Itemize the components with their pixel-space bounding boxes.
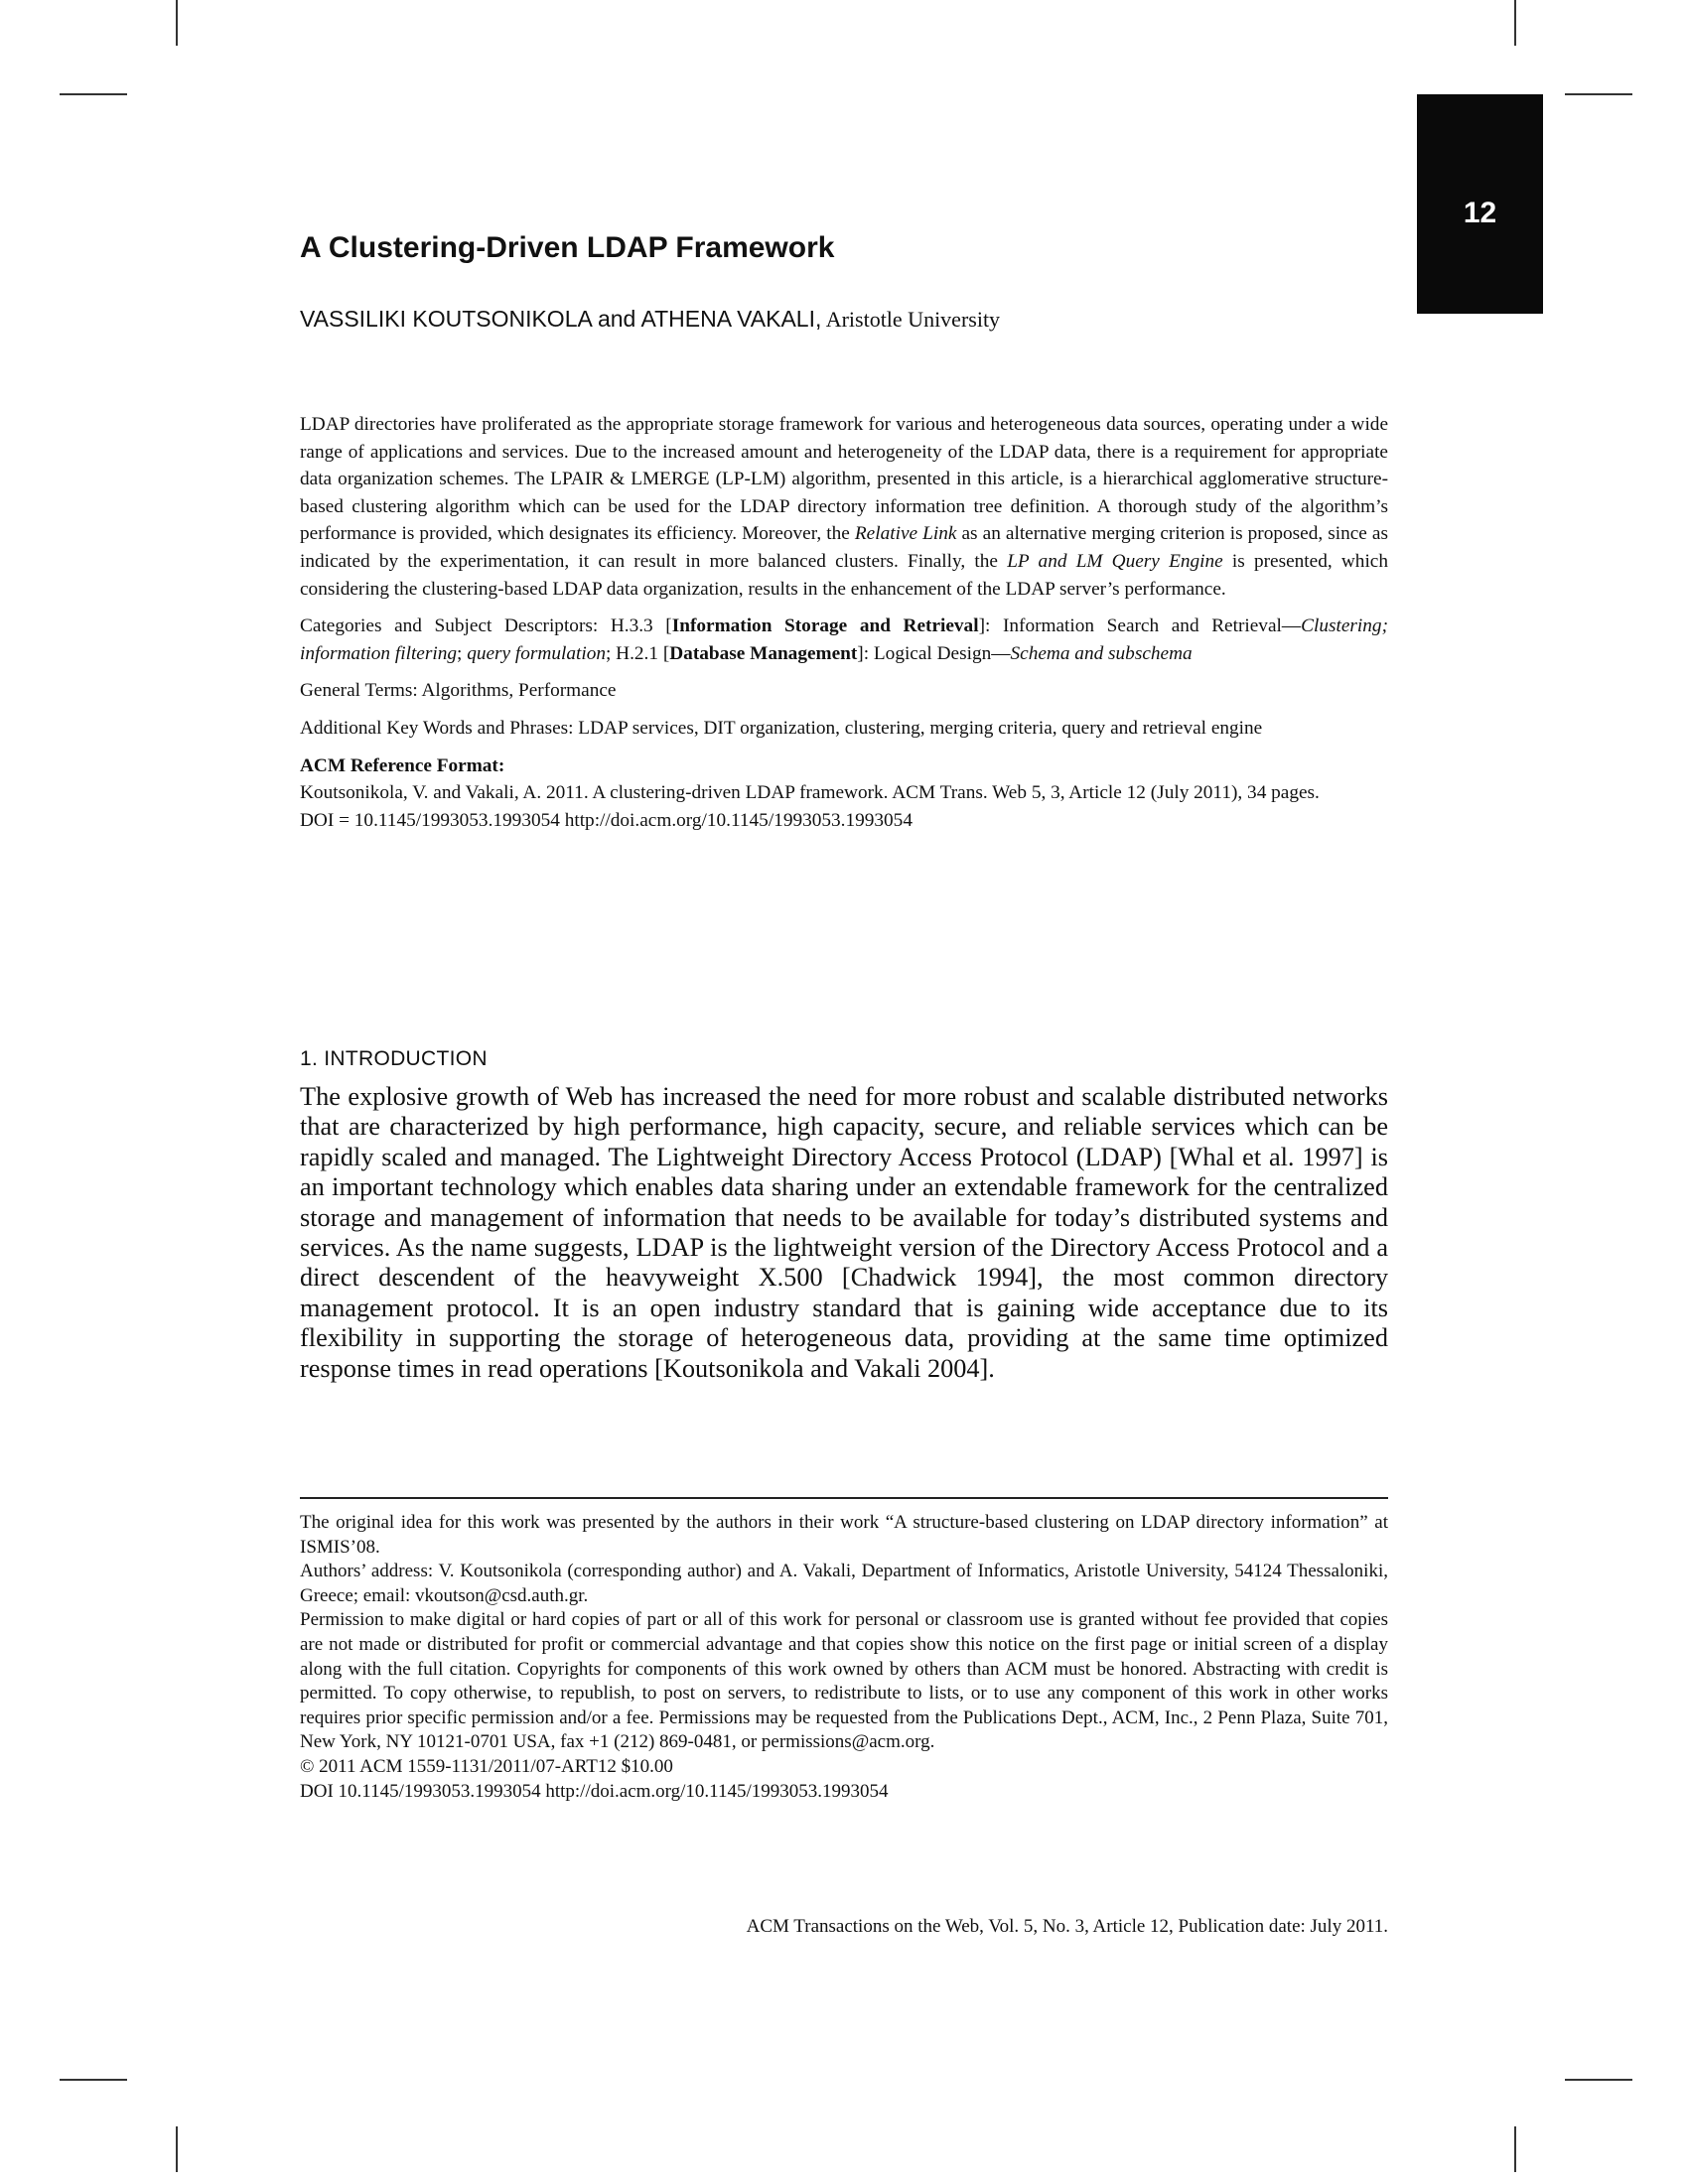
crop-mark [60, 2079, 127, 2081]
acm-reference-citation: Koutsonikola, V. and Vakali, A. 2011. A clustering-driven LDAP framework. ACM Trans. Web 5, 3, Article 12 (July 2011), 34 pages. [300, 782, 1320, 804]
section-heading-introduction: 1. INTRODUCTION [300, 1047, 488, 1070]
introduction-paragraph: The explosive growth of Web has increased the need for more robust and scalable distributed networks that are characterized by high performance, high capacity, secure, and reliable services which can be rapidly scaled and managed. The Lightweight Directory Access Protocol (LDAP) [Whal et al. 1997] is an important technology which enables data sharing under an extendable framework for the centralized storage and management of information that needs to be available for today’s distributed systems and services. As the name suggests, LDAP is the lightweight version of the Directory Access Protocol and a direct descendent of the heavyweight X.500 [Chadwick 1994], the most common directory management protocol. It is an open industry standard that is gaining wide acceptance due to its flexibility in supporting the storage of heterogeneous data, providing at the same time optimized response times in read operations [Koutsonikola and Vakali 2004]. [300, 1082, 1388, 1383]
abstract-block [300, 411, 1388, 834]
crop-mark [1514, 2126, 1516, 2172]
abstract-italic-term: Relative Link [854, 523, 957, 545]
abstract-italic-term: LP and LM Query Engine [1007, 550, 1223, 572]
keywords: Additional Key Words and Phrases: LDAP services, DIT organization, clustering, merging criteria, query and retrieval engine [300, 717, 1263, 739]
categories-text: ]: Information Search and Retrieval— [978, 615, 1302, 637]
footnotes [300, 1511, 1388, 1804]
categories-bold: Database Management [669, 642, 858, 664]
crop-mark [1565, 2079, 1632, 2081]
crop-mark [1514, 0, 1516, 46]
crop-mark [60, 93, 127, 95]
categories-text: Categories and Subject Descriptors: H.3.3 [ [300, 615, 672, 637]
footnote-copyright: © 2011 ACM 1559-1131/2011/07-ART12 $10.00 [300, 1755, 673, 1777]
article-number: 12 [1463, 197, 1497, 229]
acm-reference-doi: DOI = 10.1145/1993053.1993054 http://doi.acm.org/10.1145/1993053.1993054 [300, 809, 913, 831]
abstract-text: as an alternative merging criterion is proposed, since as indicated by the experimentation, it can result in more balanced clusters. Finally, the [300, 523, 1388, 572]
crop-mark [176, 0, 178, 46]
categories-italic: Schema and subschema [1010, 642, 1193, 664]
journal-footer: ACM Transactions on the Web, Vol. 5, No. 3, Article 12, Publication date: July 2011. [746, 1916, 1388, 1937]
categories-italic: query formulation [467, 642, 606, 664]
categories-text: ]: Logical Design— [857, 642, 1011, 664]
categories-italic: Clustering; information filtering [300, 615, 1388, 664]
categories-text: ; [457, 642, 468, 664]
categories [300, 613, 1388, 667]
footnote-address: Authors’ address: V. Koutsonikola (corresponding author) and A. Vakali, Department of Informatics, Aristotle University, 54124 Thessaloniki, Greece; email: vkoutson@csd.auth.gr. [300, 1561, 1388, 1606]
paper-title: A Clustering-Driven LDAP Framework [300, 231, 835, 264]
author-affiliation: Aristotle University [825, 307, 1001, 332]
footnote-doi: DOI 10.1145/1993053.1993054 http://doi.acm.org/10.1145/1993053.1993054 [300, 1780, 889, 1802]
footnote-permission: Permission to make digital or hard copies of part or all of this work for personal or classroom use is granted without fee provided that copies are not made or distributed for profit or commercial advantage and that copies show this notice on the first page or initial screen of a display along with the full citation. Copyrights for components of this work owned by others than ACM must be honored. Abstracting with credit is permitted. To copy otherwise, to republish, to post on servers, to redistribute to lists, or to use any component of this work in other works requires prior specific permission and/or a fee. Permissions may be requested from the Publications Dept., ACM, Inc., 2 Penn Plaza, Suite 701, New York, NY 10121-0701 USA, fax +1 (212) 869-0481, or permissions@acm.org. [300, 1609, 1388, 1753]
categories-text: ; H.2.1 [ [605, 642, 670, 664]
categories-bold: Information Storage and Retrieval [671, 615, 979, 637]
abstract-text: is presented, which considering the clustering-based LDAP data organization, results in the enhancement of the LDAP server’s performance. [300, 550, 1388, 600]
abstract [300, 411, 1388, 603]
footnote-original-idea: The original idea for this work was presented by the authors in their work “A structure-based clustering on LDAP directory information” at ISMIS’08. [300, 1512, 1388, 1558]
crop-mark [176, 2126, 178, 2172]
author-line [300, 306, 1388, 333]
crop-mark [1565, 93, 1632, 95]
article-number-tab [1417, 94, 1543, 314]
abstract-text: LDAP directories have proliferated as the appropriate storage framework for various and heterogeneous data sources, operating under a wide range of applications and services. Due to the increased amount and heterogeneity of the LDAP data, there is a requirement for appropriate data organization schemes. The LPAIR & LMERGE (LP-LM) algorithm, presented in this article, is a hierarchical agglomerative structure-based clustering algorithm which can be used for the LDAP directory information tree definition. A thorough study of the algorithm’s performance is provided, which designates its efficiency. Moreover, the [300, 414, 1388, 545]
general-terms: General Terms: Algorithms, Performance [300, 680, 617, 702]
author-names: VASSILIKI KOUTSONIKOLA and ATHENA VAKALI, [300, 306, 822, 332]
acm-reference-label: ACM Reference Format: [300, 754, 505, 776]
footnote-divider [300, 1497, 1388, 1499]
